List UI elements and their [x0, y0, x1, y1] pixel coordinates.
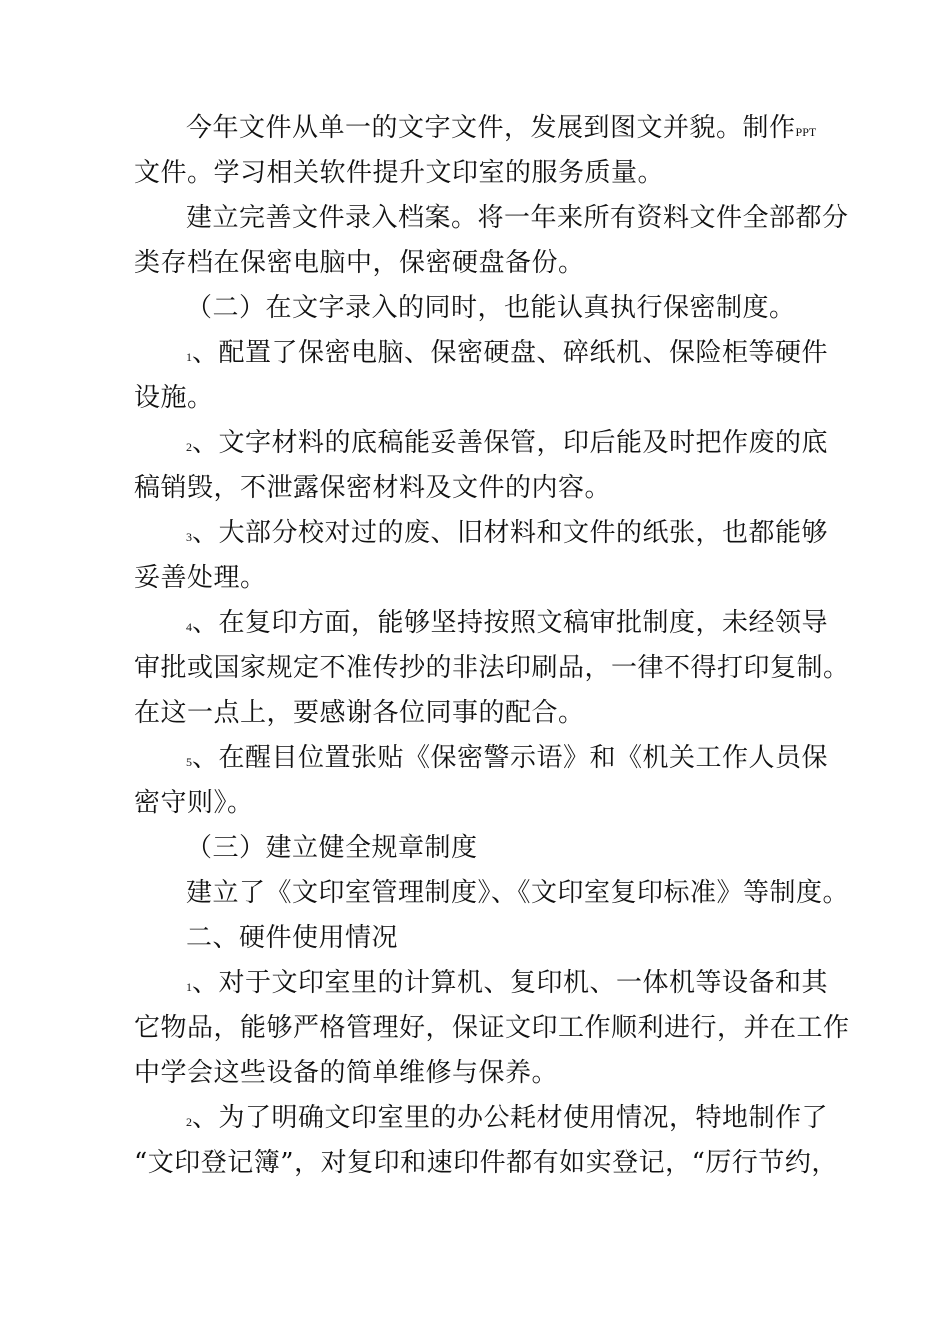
section-heading: （三）建立健全规章制度 [186, 833, 478, 863]
list-item-line: 1、对于文印室里的计算机、复印机、一体机等设备和其 [186, 968, 829, 998]
paragraph-line: “文印登记簿”，对复印和速印件都有如实登记，“厉行节约， [134, 1148, 838, 1178]
item-number: 1 [186, 980, 192, 994]
paragraph-line: 设施。 [134, 383, 214, 413]
paragraph-line: 文件。学习相关软件提升文印室的服务质量。 [134, 158, 665, 188]
paragraph-line: 在这一点上，要感谢各位同事的配合。 [134, 698, 585, 728]
item-number: 3 [186, 530, 192, 544]
item-number: 1 [186, 350, 192, 364]
paragraph-line: 密守则》。 [134, 788, 254, 818]
ppt-label: PPT [795, 125, 817, 139]
paragraph-line: 建立了《文印室管理制度》、《文印室复印标准》等制度。 [186, 878, 850, 908]
paragraph-line: 稿销毁，不泄露保密材料及文件的内容。 [134, 473, 612, 503]
item-number: 5 [186, 755, 192, 769]
list-item-line: 1、配置了保密电脑、保密硬盘、碎纸机、保险柜等硬件 [186, 338, 829, 368]
list-item-line: 5、在醒目位置张贴《保密警示语》和《机关工作人员保 [186, 743, 829, 773]
list-item-line: 2、为了明确文印室里的办公耗材使用情况，特地制作了 [186, 1103, 829, 1133]
item-number: 4 [186, 620, 192, 634]
item-number: 2 [186, 440, 192, 454]
paragraph-line: 中学会这些设备的简单维修与保养。 [134, 1058, 559, 1088]
section-heading: 二、硬件使用情况 [186, 923, 399, 953]
list-item-line: 4、在复印方面，能够坚持按照文稿审批制度，未经领导 [186, 608, 829, 638]
item-number: 2 [186, 1115, 192, 1129]
paragraph-line: 它物品，能够严格管理好，保证文印工作顺利进行，并在工作 [134, 1013, 850, 1043]
paragraph-line: 妥善处理。 [134, 563, 267, 593]
section-heading: （二）在文字录入的同时，也能认真执行保密制度。 [186, 293, 796, 323]
list-item-line: 3、大部分校对过的废、旧材料和文件的纸张，也都能够 [186, 518, 829, 548]
paragraph-line: 建立完善文件录入档案。将一年来所有资料文件全部都分 [186, 203, 849, 233]
list-item-line: 2、文字材料的底稿能妥善保管，印后能及时把作废的底 [186, 428, 829, 458]
paragraph-line: 类存档在保密电脑中，保密硬盘备份。 [134, 248, 585, 278]
paragraph-line: 今年文件从单一的文字文件，发展到图文并貌。制作PPT [186, 113, 817, 143]
paragraph-line: 审批或国家规定不准传抄的非法印刷品，一律不得打印复制。 [134, 653, 850, 683]
